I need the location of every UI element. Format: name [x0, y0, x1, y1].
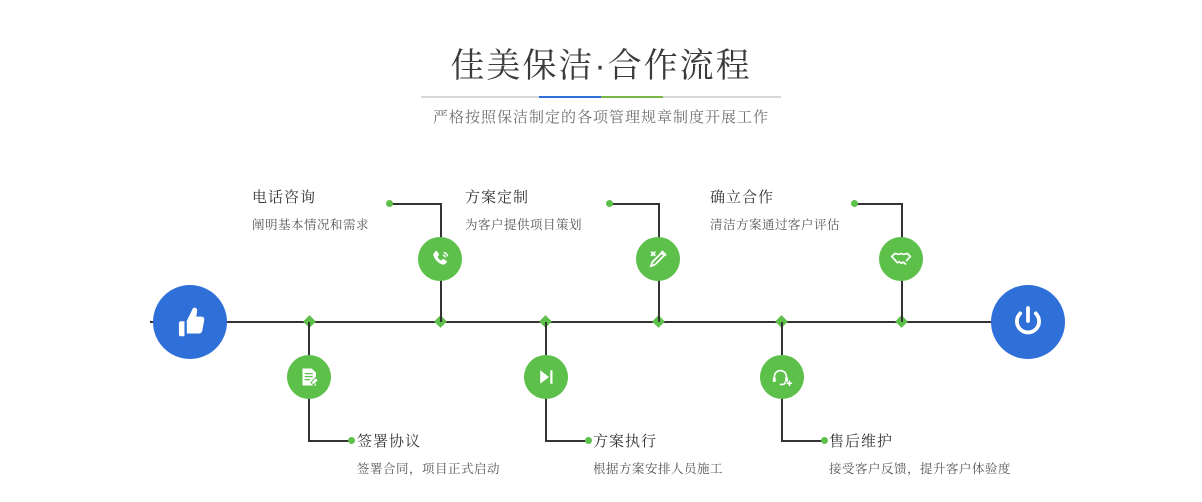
divider-segment-green	[601, 96, 663, 98]
title-divider	[421, 96, 781, 98]
connector-line	[308, 440, 353, 442]
step-label-3	[465, 186, 582, 233]
power-icon	[1009, 303, 1047, 341]
step-title-3: 方案定制	[465, 189, 530, 206]
step-title-5: 确立合作	[710, 189, 775, 206]
step-label-4	[593, 430, 723, 477]
connector-line	[855, 203, 902, 205]
connector-dot	[851, 200, 858, 207]
connector-dot	[348, 437, 355, 444]
connector-dot	[821, 437, 828, 444]
timeline-axis	[150, 321, 1050, 323]
connector-dot	[386, 200, 393, 207]
connector-line	[781, 440, 825, 442]
step-desc-1: 阐明基本情况和需求	[252, 218, 370, 232]
page-title: 佳美保洁·合作流程	[450, 47, 752, 85]
step-icon-4	[524, 355, 568, 399]
divider-segment-blue	[539, 96, 601, 98]
step-desc-5: 清洁方案通过客户评估	[710, 218, 841, 232]
handshake-icon	[889, 247, 913, 271]
plan-pencil-icon	[646, 247, 670, 271]
page-subtitle: 严格按照保洁制定的各项管理规章制度开展工作	[432, 109, 769, 126]
step-icon-5	[879, 237, 923, 281]
end-node	[991, 285, 1065, 359]
step-title-2: 签署协议	[357, 433, 422, 450]
connector-line	[545, 440, 589, 442]
connector-dot	[606, 200, 613, 207]
connector-line	[610, 203, 659, 205]
step-icon-2	[287, 355, 331, 399]
step-icon-6	[760, 355, 804, 399]
step-label-2	[357, 430, 500, 477]
step-label-6	[829, 430, 1011, 477]
axis-marker	[303, 315, 316, 328]
step-label-5	[710, 186, 840, 233]
thumbs-up-icon	[171, 303, 209, 341]
connector-dot	[585, 437, 592, 444]
start-node	[153, 285, 227, 359]
step-desc-6: 接受客户反馈，提升客户体验度	[829, 462, 1012, 476]
step-title-1: 电话咨询	[252, 189, 317, 206]
contract-sign-icon	[297, 365, 321, 389]
step-icon-1	[418, 237, 462, 281]
step-desc-4: 根据方案安排人员施工	[593, 462, 724, 476]
step-desc-2: 签署合同，项目正式启动	[357, 462, 501, 476]
step-icon-3	[636, 237, 680, 281]
phone-call-icon	[428, 247, 452, 271]
execute-play-icon	[534, 365, 558, 389]
step-label-1	[252, 186, 369, 233]
step-desc-3: 为客户提供项目策划	[465, 218, 583, 232]
step-title-6: 售后维护	[829, 433, 894, 450]
support-agent-icon	[770, 365, 794, 389]
step-title-4: 方案执行	[593, 433, 658, 450]
connector-line	[390, 203, 441, 205]
